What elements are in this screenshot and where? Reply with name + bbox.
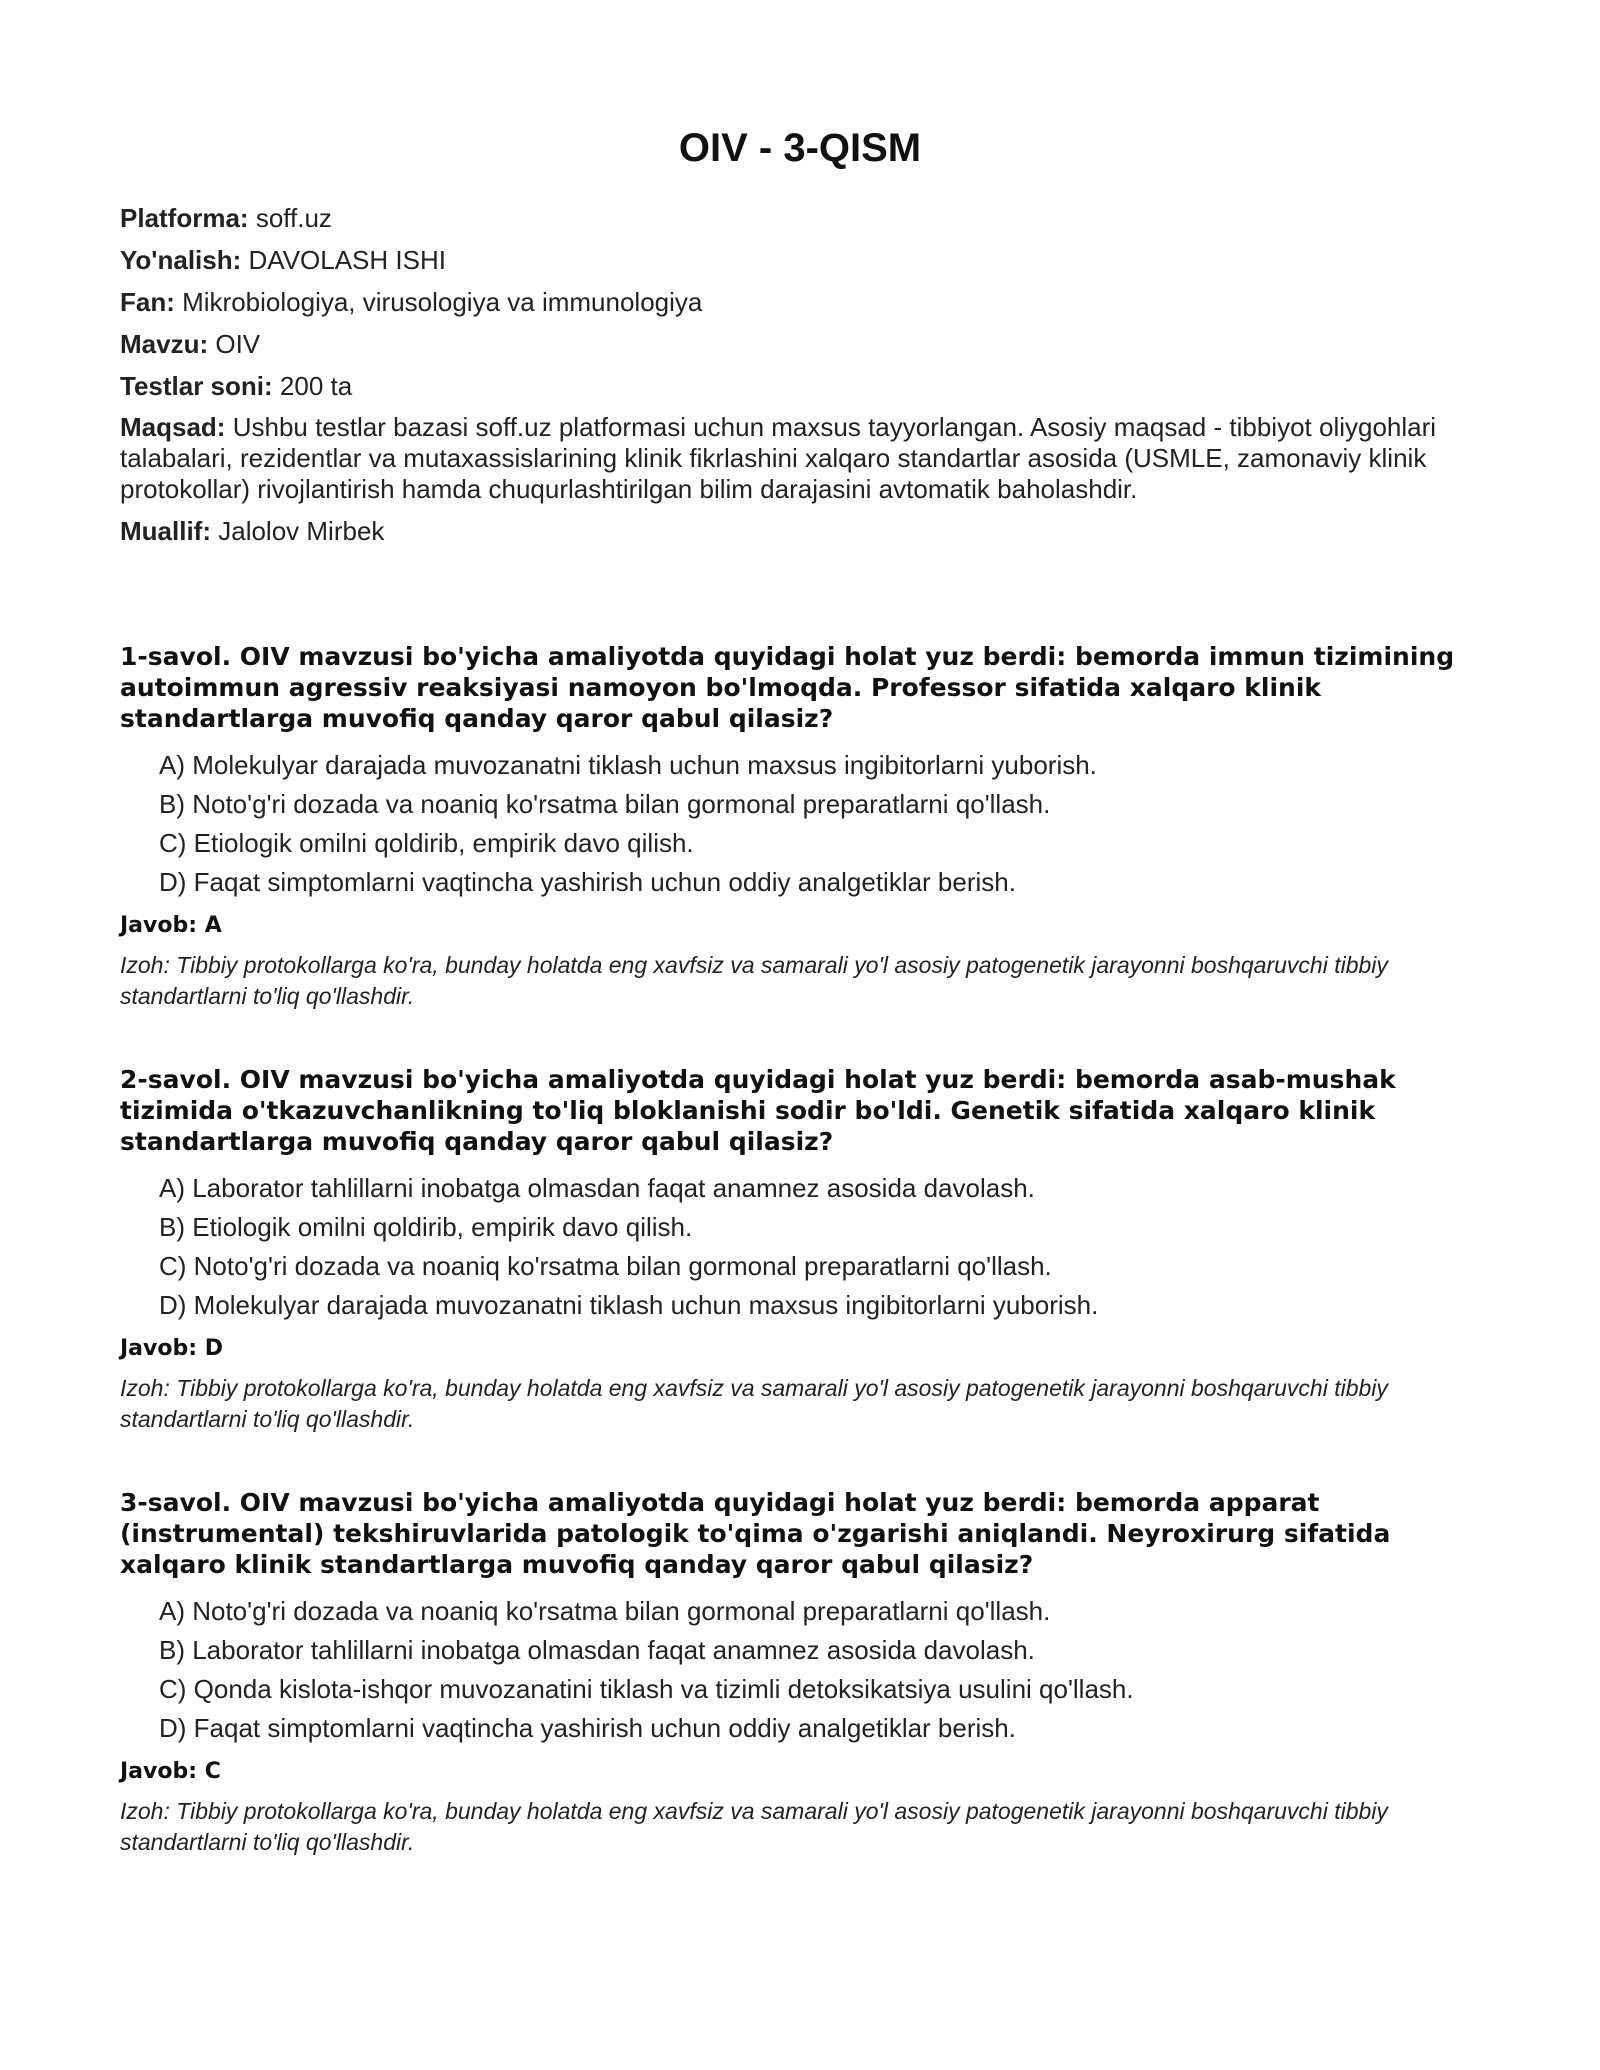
option-c: C) Etiologik omilni qoldirib, empirik davo qilish. [159,828,694,858]
document-meta [120,202,1480,547]
meta-label: Mavzu: [120,329,209,359]
document-page [120,0,1480,1910]
answer: Javob: C [120,1759,221,1784]
meta-maqsad [120,412,1480,505]
option-list [120,1173,1480,1321]
meta-value: OIV [215,329,261,359]
question-3 [120,1487,1480,1858]
meta-label: Platforma: [120,203,249,233]
meta-yonalish [120,244,1480,276]
meta-muallif [120,515,1480,547]
answer: Javob: A [120,913,222,938]
meta-value: Mikrobiologiya, virusologiya va immunologiya [182,287,703,317]
question-text: 3-savol. OIV mavzusi bo'yicha amaliyotda quyidagi holat yuz berdi: bemorda apparat (instrumental) tekshiruvlarida patologik to'qima o'zgarishi aniqlandi. Neyroxirurg sifatida xalqaro klinik standartlarga muvofiq qanday qaror qabul qilasiz? [120,1488,1391,1579]
question-1 [120,641,1480,1012]
option-c: C) Noto'g'ri dozada va noaniq ko'rsatma bilan gormonal preparatlarni qo'llash. [159,1251,1052,1281]
meta-label: Testlar soni: [120,371,273,401]
explanation: Izoh: Tibbiy protokollarga ko'ra, bunday holatda eng xavfsiz va samarali yo'l asosiy patogenetik jarayonni boshqaruvchi tibbiy standartlarni to'liq qo'llashdir. [120,1375,1388,1432]
option-a: A) Noto'g'ri dozada va noaniq ko'rsatma bilan gormonal preparatlarni qo'llash. [159,1596,1051,1626]
option-b: B) Noto'g'ri dozada va noaniq ko'rsatma bilan gormonal preparatlarni qo'llash. [159,789,1051,819]
question-2 [120,1064,1480,1435]
explanation: Izoh: Tibbiy protokollarga ko'ra, bunday holatda eng xavfsiz va samarali yo'l asosiy patogenetik jarayonni boshqaruvchi tibbiy standartlarni to'liq qo'llashdir. [120,952,1388,1009]
meta-value: soff.uz [255,203,332,233]
question-text: 2-savol. OIV mavzusi bo'yicha amaliyotda quyidagi holat yuz berdi: bemorda asab-mushak tizimida o'tkazuvchanlikning to'liq bloklanishi sodir bo'ldi. Genetik sifatida xalqaro klinik standartlarga muvofiq qanday qaror qabul qilasiz? [120,1065,1396,1156]
option-a: A) Laborator tahlillarni inobatga olmasdan faqat anamnez asosida davolash. [159,1173,1035,1203]
meta-value: DAVOLASH ISHI [248,245,446,275]
meta-label: Maqsad: [120,412,226,442]
document-title: OIV - 3-QISM [678,126,922,170]
meta-value: 200 ta [279,371,353,401]
option-d: D) Faqat simptomlarni vaqtincha yashirish uchun oddiy analgetiklar berish. [159,867,1016,897]
meta-label: Yo'nalish: [120,245,242,275]
option-c: C) Qonda kislota-ishqor muvozanatini tiklash va tizimli detoksikatsiya usulini qo'llash. [159,1674,1134,1704]
meta-testlar-soni [120,370,1480,402]
meta-platforma [120,202,1480,234]
meta-fan [120,286,1480,318]
option-a: A) Molekulyar darajada muvozanatni tiklash uchun maxsus ingibitorlarni yuborish. [159,750,1097,780]
explanation: Izoh: Tibbiy protokollarga ko'ra, bunday holatda eng xavfsiz va samarali yo'l asosiy patogenetik jarayonni boshqaruvchi tibbiy standartlarni to'liq qo'llashdir. [120,1798,1388,1855]
option-b: B) Laborator tahlillarni inobatga olmasdan faqat anamnez asosida davolash. [159,1635,1035,1665]
meta-label: Fan: [120,287,175,317]
option-list [120,1596,1480,1744]
question-text: 1-savol. OIV mavzusi bo'yicha amaliyotda quyidagi holat yuz berdi: bemorda immun tizimining autoimmun agressiv reaksiyasi namoyon bo'lmoqda. Professor sifatida xalqaro klinik standartlarga muvofiq qanday qaror qabul qilasiz? [120,642,1455,733]
meta-label: Muallif: [120,516,211,546]
option-d: D) Molekulyar darajada muvozanatni tiklash uchun maxsus ingibitorlarni yuborish. [159,1290,1099,1320]
question-list [120,641,1480,1858]
meta-value: Ushbu testlar bazasi soff.uz platformasi uchun maxsus tayyorlangan. Asosiy maqsad - tibbiyot oliygohlari talabalari, rezidentlar va mutaxassislarining klinik fikrlashini xalqaro standartlar asosida (USMLE, zamonaviy klinik protokollar) rivojlantirish hamda chuqurlashtirilgan bilim darajasini avtomatik baholashdir. [120,412,1437,504]
meta-value: Jalolov Mirbek [218,516,385,546]
option-list [120,750,1480,898]
option-b: B) Etiologik omilni qoldirib, empirik davo qilish. [159,1212,693,1242]
answer: Javob: D [120,1336,223,1361]
meta-mavzu [120,328,1480,360]
option-d: D) Faqat simptomlarni vaqtincha yashirish uchun oddiy analgetiklar berish. [159,1713,1016,1743]
